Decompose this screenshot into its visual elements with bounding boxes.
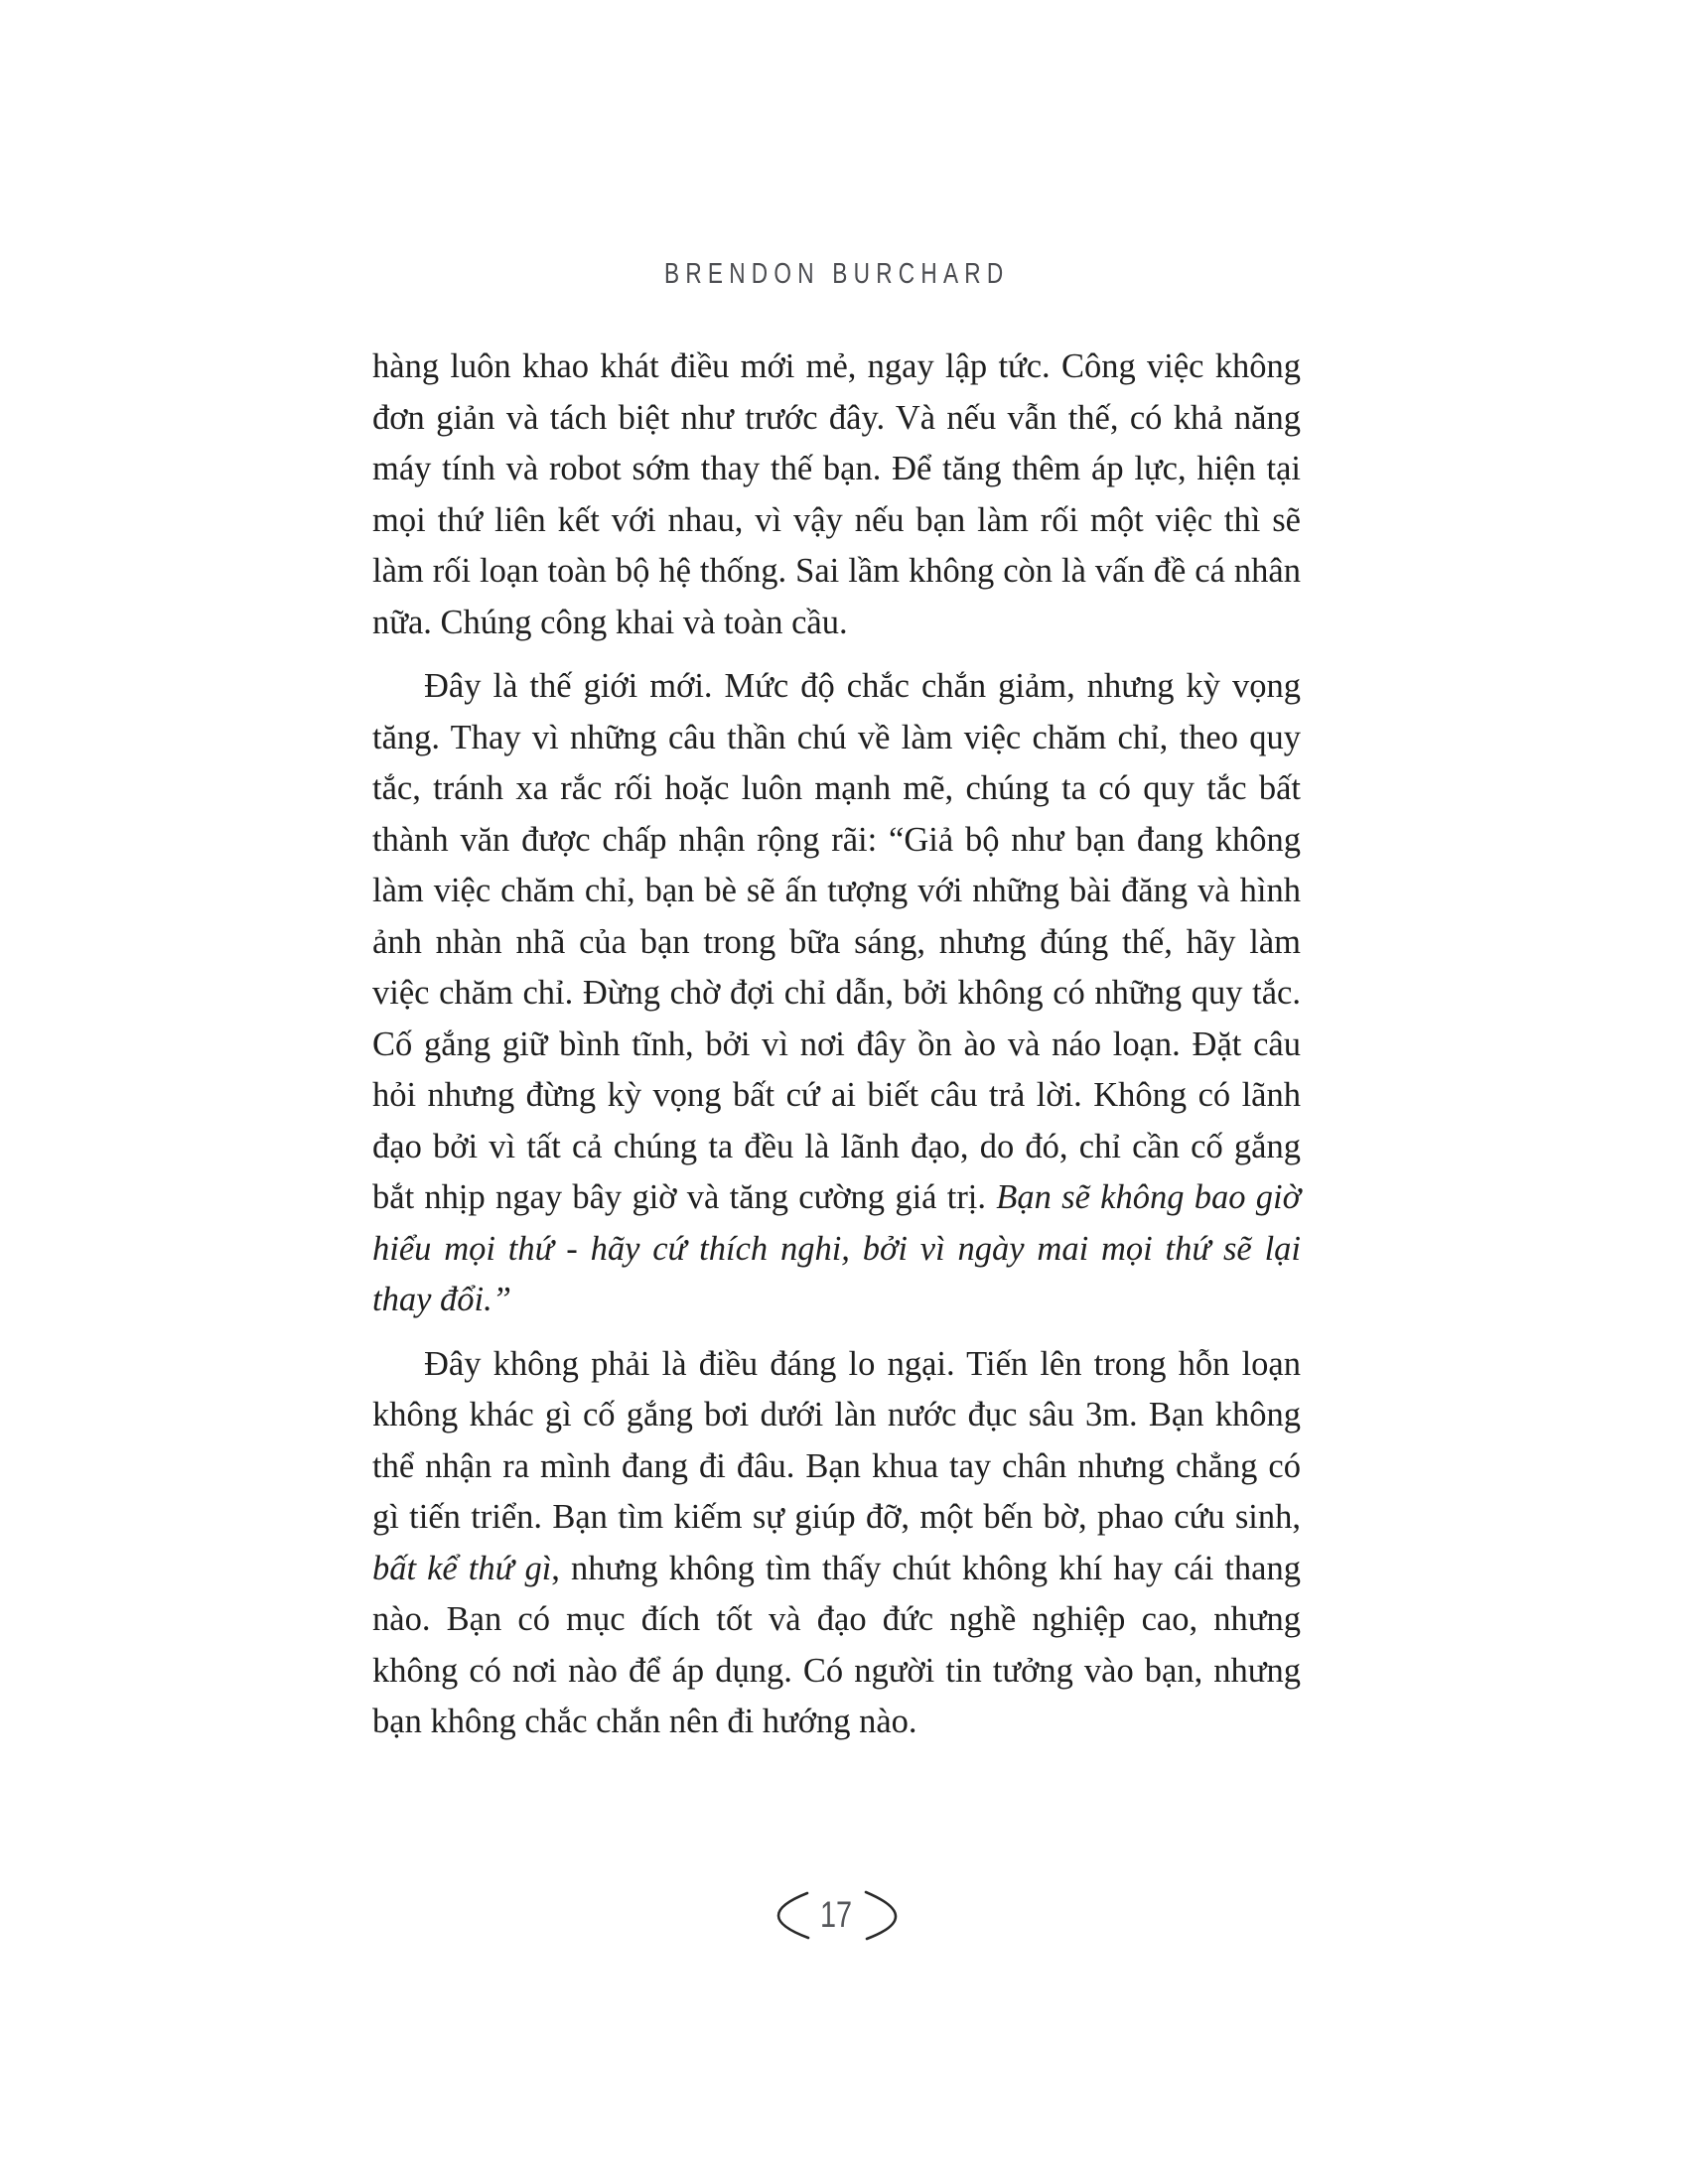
paragraph: Đây không phải là điều đáng lo ngại. Tiến lên trong hỗn loạn không khác gì cố gắng bơi dưới làn nước đục sâu 3m. Bạn không thể nhận ra mình đang đi đâu. Bạn khua tay chân nhưng chẳng có gì tiến triển. Bạn tìm kiếm sự giúp đỡ, một bến bờ, phao cứu sinh, bất kể thứ gì, nhưng không tìm thấy chút không khí hay cái thang nào. Bạn có mục đích tốt và đạo đức nghề nghiệp cao, nhưng không có nơi nào để áp dụng. Có người tin tưởng vào bạn, nhưng bạn không chắc chắn nên đi hướng nào. [372, 1344, 1301, 1740]
page-content [372, 341, 1301, 1748]
author-name: BRENDON BURCHARD [663, 258, 1010, 290]
right-parenthesis-arc-icon [866, 1892, 896, 1939]
left-parenthesis-arc-icon [778, 1893, 808, 1938]
running-header [372, 258, 1301, 291]
paragraph: Đây là thế giới mới. Mức độ chắc chắn giảm, nhưng kỳ vọng tăng. Thay vì những câu thần chú về làm việc chăm chỉ, theo quy tắc, tránh xa rắc rối hoặc luôn mạnh mẽ, chúng ta có quy tắc bất thành văn được chấp nhận rộng rãi: “Giả bộ như bạn đang không làm việc chăm chỉ, bạn bè sẽ ấn tượng với những bài đăng và hình ảnh nhàn nhã của bạn trong bữa sáng, nhưng đúng thế, hãy làm việc chăm chỉ. Đừng chờ đợi chỉ dẫn, bởi không có những quy tắc. Cố gắng giữ bình tĩnh, bởi vì nơi đây ồn ào và náo loạn. Đặt câu hỏi nhưng đừng kỳ vọng bất cứ ai biết câu trả lời. Không có lãnh đạo bởi vì tất cả chúng ta đều là lãnh đạo, do đó, chỉ cần cố gắng bắt nhịp ngay bây giờ và tăng cường giá trị. Bạn sẽ không bao giờ hiểu mọi thứ - hãy cứ thích nghi, bởi vì ngày mai mọi thứ sẽ lại thay đổi.” [372, 667, 1302, 1318]
paragraph: hàng luôn khao khát điều mới mẻ, ngay lập tức. Công việc không đơn giản và tách biệt như trước đây. Và nếu vẫn thế, có khả năng máy tính và robot sớm thay thế bạn. Để tăng thêm áp lực, hiện tại mọi thứ liên kết với nhau, vì vậy nếu bạn làm rối một việc thì sẽ làm rối loạn toàn bộ hệ thống. Sai lầm không còn là vấn đề cá nhân nữa. Chúng công khai và toàn cầu. [372, 347, 1301, 641]
page-number: 17 [819, 1894, 853, 1935]
page-number-block [740, 1881, 928, 1951]
